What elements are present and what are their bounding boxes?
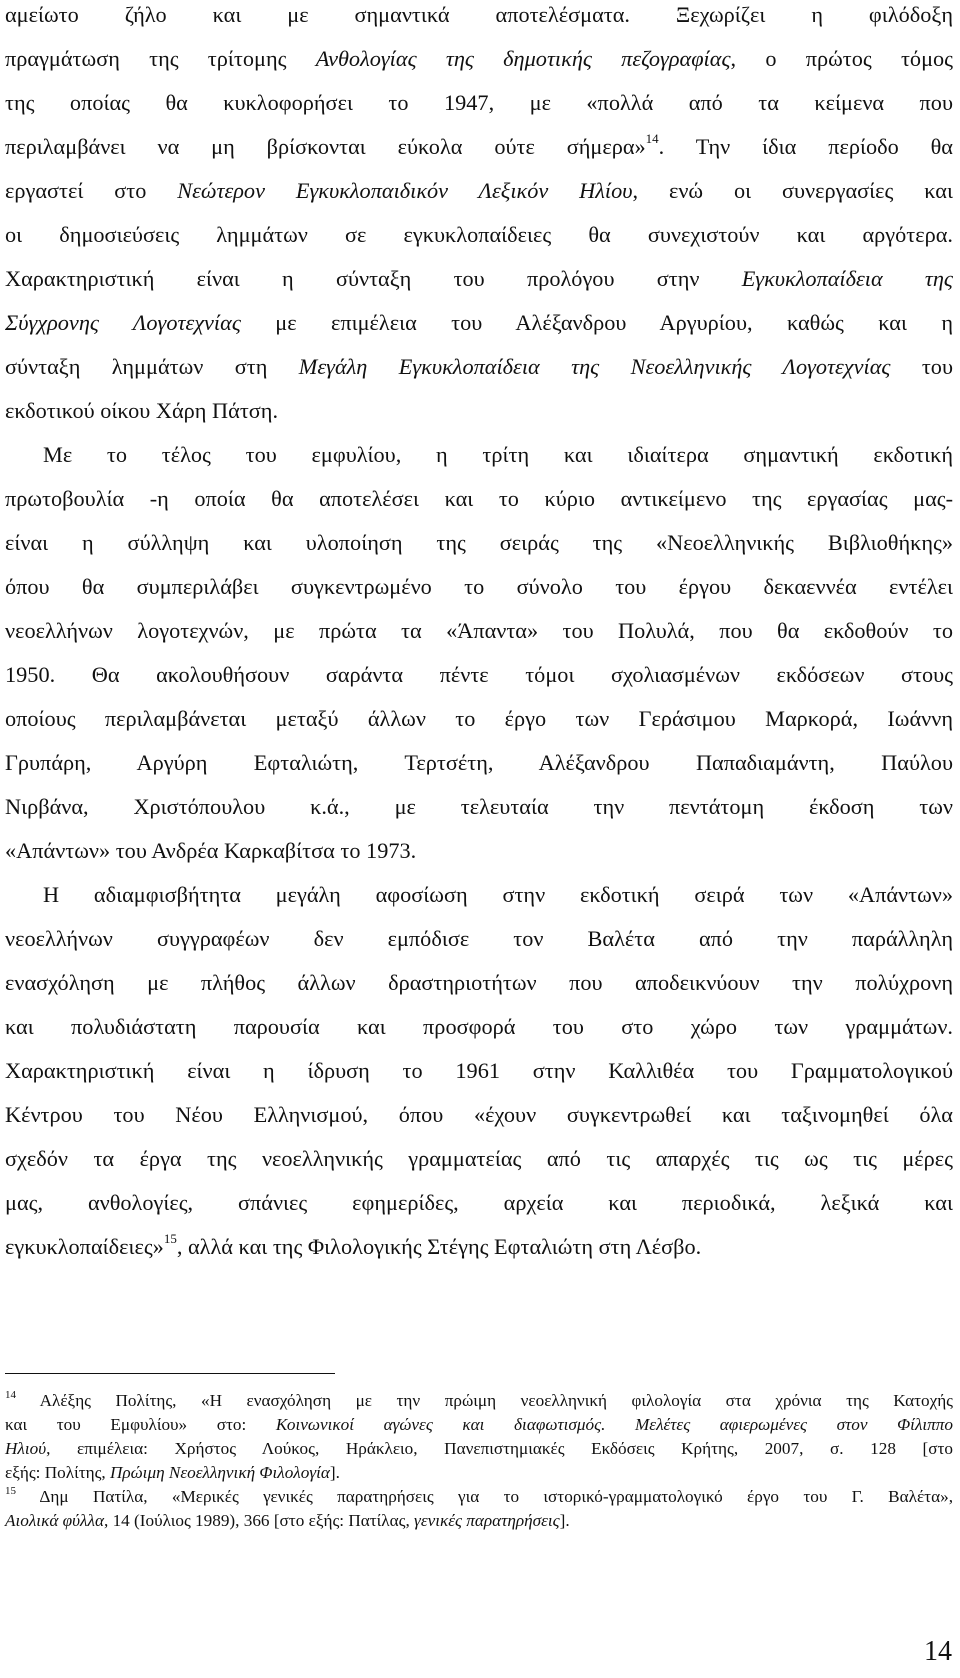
body-line: οποίους περιλαμβάνεται μεταξύ άλλων το έργο των Γεράσιμου Μαρκορά, Ιωάννη <box>5 706 953 731</box>
body-line: μας, ανθολογίες, σπάνιες εφημερίδες, αρχεία και περιοδικά, λεξικά και <box>5 1190 953 1215</box>
footnote-line: $^{15}$ Δημ Πατίλα, «Μερικές γενικές παρατηρήσεις για το ιστορικό-γραμματολογικό έργο του Γ. Βαλέτα», <box>5 1485 953 1506</box>
body-line: νεοελλήνων λογοτεχνών, με πρώτα τα «Άπαντα» του Πολυλά, που θα εκδοθούν το <box>5 618 953 643</box>
body-line: σχεδόν τα έργα της νεοελληνικής γραμματείας από τις απαρχές τις ως τις μέρες <box>5 1146 953 1171</box>
body-line: περιλαμβάνει να μη βρίσκονται εύκολα ούτε σήμερα»$^{14}$. Την ίδια περίοδο θα <box>5 131 953 159</box>
body-line: 1950. Θα ακολουθήσουν σαράντα πέντε τόμοι σχολιασμένων εκδόσεων στους <box>5 662 953 687</box>
body-line: εγκυκλοπαίδειες»$^{15}$, αλλά και της Φιλολογικής Στέγης Εφταλιώτη στη Λέσβο. <box>5 1231 702 1259</box>
body-line: είναι η σύλληψη και υλοποίηση της σειράς της «Νεοελληνικής Βιβλιοθήκης» <box>5 530 953 555</box>
body-line: Νιρβάνα, Χριστόπουλου κ.ά., με τελευταία την πεντάτομη έκδοση των <box>5 794 953 819</box>
footnote-line: $^{14}$ Αλέξης Πολίτης, «Η ενασχόληση με την πρώιμη νεοελληνική φιλολογία στα χρόνια της Κατοχής <box>5 1389 953 1410</box>
body-line: εργαστεί στο Νεώτερον Εγκυκλοπαιδικόν Λεξικόν Ηλίου, ενώ οι συνεργασίες και <box>5 178 953 203</box>
body-line: νεοελλήνων συγγραφέων δεν εμπόδισε τον Βαλέτα από την παράλληλη <box>5 926 953 951</box>
body-line: πρωτοβουλία -η οποία θα αποτελέσει και το κύριο αντικείμενο της εργασίας μας- <box>5 486 953 511</box>
footnote-line: εξής: Πολίτης, Πρώιμη Νεοελληνική Φιλολογία]. <box>5 1463 340 1482</box>
body-line: Με το τέλος του εμφυλίου, η τρίτη και ιδιαίτερα σημαντική εκδοτική <box>43 442 953 467</box>
body-line: της οποίας θα κυκλοφορήσει το 1947, με «πολλά από τα κείμενα που <box>5 90 953 115</box>
body-line: «Απάντων» του Ανδρέα Καρκαβίτσα το 1973. <box>5 838 417 863</box>
footnote-ref: 15 <box>163 1231 177 1246</box>
body-line: οι δημοσιεύσεις λημμάτων σε εγκυκλοπαίδειες θα συνεχιστούν και αργότερα. <box>5 222 953 247</box>
body-line: και πολυδιάστατη παρουσία και προσφορά του στο χώρο των γραμμάτων. <box>5 1014 953 1039</box>
body-line: Γρυπάρη, Αργύρη Εφταλιώτη, Τερτσέτη, Αλέξανδρου Παπαδιαμάντη, Παύλου <box>5 750 953 775</box>
body-line: σύνταξη λημμάτων στη Μεγάλη Εγκυκλοπαίδεια της Νεοελληνικής Λογοτεχνίας του <box>5 354 953 379</box>
footnote-line: και του Εμφυλίου» στο: Κοινωνικοί αγώνες και διαφωτισμός. Μελέτες αφιερωμένες στον Φίλιππο <box>5 1415 953 1434</box>
body-line: Χαρακτηριστική είναι η ίδρυση το 1961 στην Καλλιθέα του Γραμματολογικού <box>5 1058 953 1083</box>
footnote-ref: 14 <box>645 131 659 146</box>
footnote-number: 14 <box>5 1389 16 1401</box>
footnote-number: 15 <box>5 1485 16 1497</box>
footnote-line: Αιολικά φύλλα, 14 (Ιούλιος 1989), 366 [στο εξής: Πατίλας, γενικές παρατηρήσεις]. <box>5 1511 570 1530</box>
footnote-separator <box>5 1373 335 1374</box>
body-line: Η αδιαμφισβήτητα μεγάλη αφοσίωση στην εκδοτική σειρά των «Απάντων» <box>43 882 953 907</box>
body-line: ενασχόληση με πλήθος άλλων δραστηριοτήτων που αποδεικνύουν την πολύχρονη <box>5 970 953 995</box>
body-line: όπου θα συμπεριλάβει συγκεντρωμένο το σύνολο του έργου δεκαεννέα εντέλει <box>5 574 953 599</box>
footnote-line: Ηλιού, επιμέλεια: Χρήστος Λούκος, Ηράκλειο, Πανεπιστημιακές Εκδόσεις Κρήτης, 2007, σ. 128 [στο <box>5 1439 953 1458</box>
body-line: Χαρακτηριστική είναι η σύνταξη του προλόγου στην Εγκυκλοπαίδεια της <box>5 266 953 291</box>
body-line: Κέντρου του Νέου Ελληνισμού, όπου «έχουν συγκεντρωθεί και ταξινομηθεί όλα <box>5 1102 953 1127</box>
body-line: Σύγχρονης Λογοτεχνίας με επιμέλεια του Αλέξανδρου Αργυρίου, καθώς και η <box>5 310 953 335</box>
body-line: εκδοτικού οίκου Χάρη Πάτση. <box>5 398 279 423</box>
page-number: 14 <box>924 1636 952 1667</box>
body-line: πραγμάτωση της τρίτομης Ανθολογίας της δημοτικής πεζογραφίας, ο πρώτος τόμος <box>5 46 953 71</box>
body-line: αμείωτο ζήλο και με σημαντικά αποτελέσματα. Ξεχωρίζει η φιλόδοξη <box>5 2 953 27</box>
